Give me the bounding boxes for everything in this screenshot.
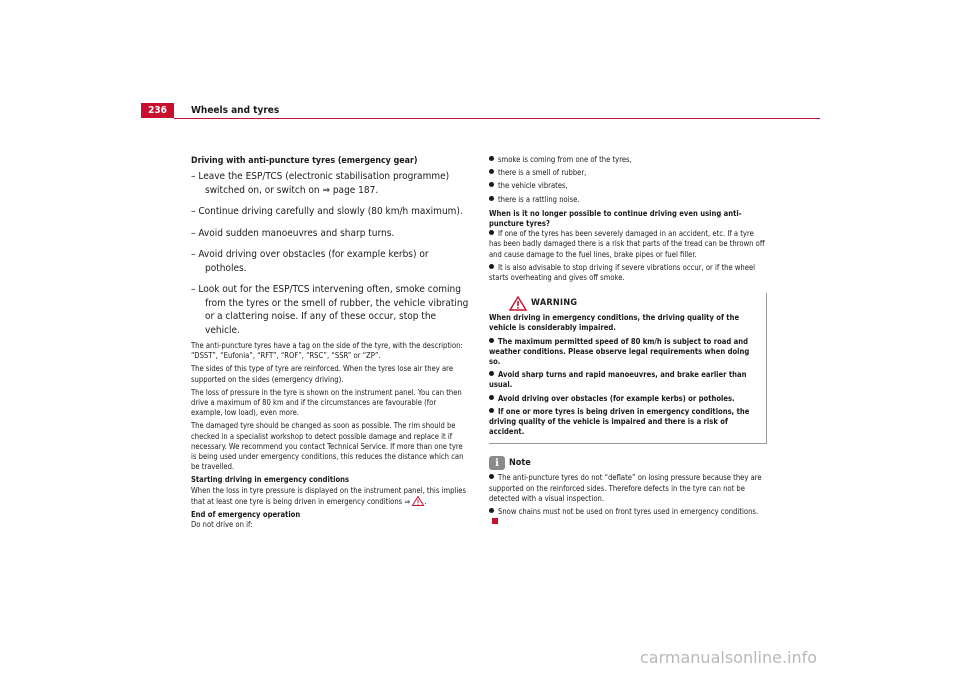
paragraph: The loss of pressure in the tyre is shown on the instrument panel. You can then drive a maximum of 80 km and if the circumstances are favourable (for example, low load), even more. — [191, 387, 462, 418]
warning-title: WARNING — [531, 298, 578, 309]
list-item-text: It is also advisable to stop driving if severe vibrations occur, or if the wheel starts overheating and gives off smoke. — [489, 262, 756, 283]
warning-triangle-icon — [509, 296, 527, 311]
bullet-icon — [489, 196, 494, 201]
note-item — [489, 507, 767, 527]
note-header — [489, 456, 767, 470]
bullet-icon — [489, 474, 494, 479]
bullet-icon — [489, 338, 494, 343]
step-2: – Continue driving carefully and slowly (80 km/h maximum). — [191, 206, 463, 217]
note-item-text: The anti-puncture tyres do not “deflate” on losing pressure because they are supported on the reinforced sides. Therefore defects in the tyre can not be detected with a visual inspection. — [489, 473, 762, 503]
bullet-icon — [489, 264, 494, 269]
list-item-text: there is a smell of rubber, — [498, 168, 587, 178]
list-item-text: the vehicle vibrates, — [498, 181, 568, 191]
step-4: – Avoid driving over obstacles (for example kerbs) or potholes. — [191, 249, 429, 274]
paragraph: The anti-puncture tyres have a tag on the side of the tyre, with the description: “DSST”, “Eufonia”, “RFT”, “ROF”, “RSC”, “SSR” or “ZP”. — [191, 341, 463, 361]
end-of-section-icon — [492, 518, 498, 524]
question-heading: When is it no longer possible to continue driving even using anti-puncture tyres? — [489, 208, 742, 229]
bullet-icon — [489, 182, 494, 187]
bullet-icon — [489, 169, 494, 174]
list-item — [489, 155, 767, 165]
warning-item — [489, 394, 766, 404]
bullet-icon — [489, 508, 494, 513]
paragraph-text: When the loss in tyre pressure is displayed on the instrument panel, this implies that at least one tyre is being driven in emergency conditions ⇒ — [191, 485, 467, 506]
footer-watermark: carmanualsonline.info — [640, 648, 818, 667]
warning-item — [489, 337, 766, 368]
list-item-text: smoke is coming from one of the tyres, — [498, 155, 632, 164]
step-1: – Leave the ESP/TCS (electronic stabilisation programme) switched on, or switch on ⇒ page 187. — [191, 171, 450, 196]
warning-item — [489, 407, 766, 438]
step-3: – Avoid sudden manoeuvres and sharp turns. — [191, 227, 395, 239]
warning-triangle-icon — [412, 496, 424, 506]
subheading: End of emergency operation — [191, 510, 301, 520]
page-number: 236 — [141, 103, 174, 118]
header-rule — [174, 118, 820, 119]
warning-item-text: Avoid sharp turns and rapid manoeuvres, and brake earlier than usual. — [489, 370, 747, 390]
step-5: – Look out for the ESP/TCS intervening often, smoke coming from the tyres or the smell of rubber, the vehicle vibrating or a clattering noise. If any of these occur, stop the vehicle. — [191, 284, 469, 336]
note-item-text: Snow chains must not be used on front tyres used in emergency conditions. — [498, 507, 759, 517]
warning-box — [489, 293, 767, 444]
bullet-icon — [489, 371, 494, 376]
chapter-title: Wheels and tyres — [191, 105, 280, 116]
bullet-icon — [489, 408, 494, 413]
paragraph: When the loss in tyre pressure is displayed on the instrument panel, this implies that at least one tyre is being driven in emergency conditions ⇒ . — [191, 485, 467, 506]
warning-item-text: The maximum permitted speed of 80 km/h is subject to road and weather conditions. Please observe legal requirements when doing so. — [489, 336, 750, 367]
warning-intro: When driving in emergency conditions, the driving quality of the vehicle is considerably impaired. — [489, 313, 740, 333]
note-item — [489, 473, 767, 504]
paragraph: The sides of this type of tyre are reinforced. When the tyres lose air they are supported on the sides (emergency driving). — [191, 364, 454, 384]
section-heading: Driving with anti-puncture tyres (emergency gear) — [191, 156, 418, 166]
list-item-text: there is a rattling noise. — [498, 194, 580, 204]
bullet-icon — [489, 156, 494, 161]
warning-header — [489, 293, 766, 313]
subheading: Starting driving in emergency conditions — [191, 475, 350, 485]
list-item — [489, 181, 767, 191]
warning-item-text: If one or more tyres is being driven in emergency conditions, the driving quality of the vehicle is impaired and there is a risk of accident. — [489, 406, 750, 437]
paragraph: The damaged tyre should be changed as soon as possible. The rim should be checked in a specialist workshop to detect possible damage and replace it if necessary. We recommend you contact Technical Service. If more than one tyre is being used under emergency conditions, this reduces the distance which can be travelled. — [191, 421, 464, 472]
note-title: Note — [509, 458, 531, 469]
list-item — [489, 229, 767, 260]
list-item — [489, 195, 767, 205]
list-item — [489, 168, 767, 178]
left-column — [191, 155, 469, 533]
list-item — [489, 263, 767, 283]
info-icon: i — [489, 456, 505, 470]
bullet-icon — [489, 395, 494, 400]
paragraph: Do not drive on if: — [191, 520, 253, 530]
right-column — [489, 155, 767, 530]
warning-item — [489, 370, 766, 390]
list-item-text: If one of the tyres has been severely damaged in an accident, etc. If a tyre has been badly damaged there is a risk that parts of the tread can be thrown off and cause damage to the fuel lines, brake pipes or fuel filler. — [489, 229, 765, 259]
warning-item-text: Avoid driving over obstacles (for example kerbs) or potholes. — [498, 393, 735, 403]
bullet-icon — [489, 230, 494, 235]
